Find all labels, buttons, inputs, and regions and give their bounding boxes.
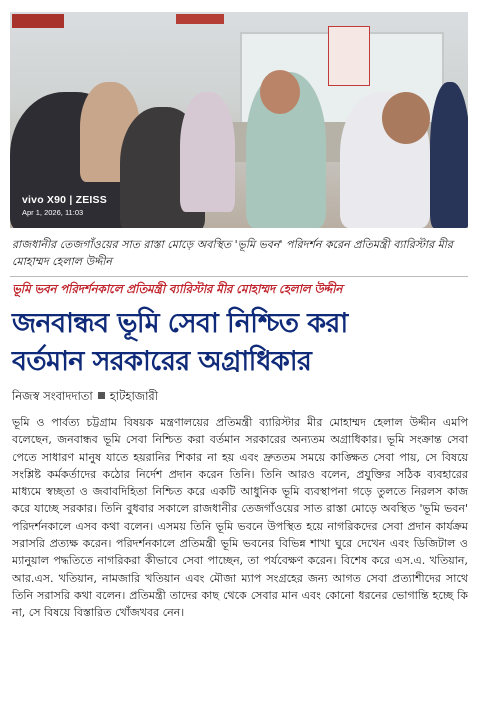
news-photo — [10, 12, 468, 228]
headline-line-1: জনবান্ধব ভূমি সেবা নিশ্চিত করা — [12, 308, 348, 339]
photo-sign-board — [12, 14, 64, 28]
headline-line-2: বর্তমান সরকারের অগ্রাধিকার — [12, 346, 312, 377]
photo-person — [430, 82, 468, 228]
byline-square-icon — [98, 392, 105, 399]
kicker-line: ভূমি ভবন পরিদর্শনকালে প্রতিমন্ত্রী ব্যারিস্টার মীর মোহাম্মদ হেলাল উদ্দীন — [12, 282, 343, 296]
photo-person — [382, 92, 430, 144]
camera-watermark — [22, 194, 107, 217]
divider — [10, 276, 468, 277]
headline — [12, 305, 472, 381]
byline-location: হাটহাজারী — [109, 389, 159, 403]
byline-reporter: নিজস্ব সংবাদদাতা — [12, 389, 93, 403]
article-body: ভূমি ও পার্বত্য চট্টগ্রাম বিষয়ক মন্ত্রণালয়ের প্রতিমন্ত্রী ব্যারিস্টার মীর মোহাম্মদ হেলাল উদ্দীন এমপি বলেছেন, জনবান্ধব ভূমি সেবা নিশ্চিত করা বর্তমান সরকারের অন্যতম অগ্রাধিকার। ভূমি সংক্রান্ত সেবা পেতে সাধারণ মানুষ যাতে হয়রানির শিকার না হয় এবং দ্রুততম সময়ে কাঙ্ক্ষিত সেবা পায়, সে বিষয়ে সংশ্লিষ্ট কর্মকর্তাদের কঠোর নির্দেশ প্রদান করেন তিনি। তিনি আরও বলেন, প্রযুক্তির সঠিক ব্যবহারের মাধ্যমে স্বচ্ছতা ও জবাবদিহিতা নিশ্চিত করে একটি আধুনিক ভূমি ব্যবস্থাপনা গড়ে তুলতে নিরলস কাজ করে যাচ্ছে সরকার। তিনি বুধবার সকালে রাজধানীর তেজগাঁওয়ের সাত রাস্তা মোড়ে অবস্থিত 'ভূমি ভবন' পরিদর্শনকালে এসব কথা বলেন। এসময় তিনি ভূমি ভবনে উপস্থিত হয়ে নাগরিকদের সেবা প্রদান কার্যক্রম সরাসরি প্রত্যক্ষ করেন। পরিদর্শনকালে প্রতিমন্ত্রী ভূমি ভবনের বিভিন্ন শাখা ঘুরে দেখেন এবং ডিজিটাল ও ম্যানুয়াল পদ্ধতিতে নাগরিকরা কীভাবে সেবা পাচ্ছেন, তা পর্যবেক্ষণ করেন। বিশেষ করে এস.এ. খতিয়ান, আর.এস. খতিয়ান, নামজারি খতিয়ান এবং মৌজা ম্যাপ সংগ্রহের জন্য আগত সেবা প্রত্যাশীদের সাথে তিনি সরাসরি কথা বলেন। প্রতিমন্ত্রী তাদের কাছ থেকে সেবার মান এবং কোনো ধরনের ভোগান্তি হচ্ছে কি না, সে বিষয়ে বিস্তারিত খোঁজখবর নেন। — [12, 416, 468, 620]
photo-red-sign — [328, 26, 370, 86]
photo-person — [180, 92, 235, 212]
watermark-date: Apr 1, 2026, 11:03 — [22, 208, 84, 217]
photo-caption: রাজধানীর তেজগাঁওয়ের সাত রাস্তা মোড়ে অবস্থিত 'ভূমি ভবন' পরিদর্শন করেন প্রতিমন্ত্রী ব্যারিস্টার মীর মোহাম্মদ হেলাল উদ্দীন — [12, 238, 453, 268]
photo-sign-board — [176, 14, 224, 24]
byline — [12, 388, 468, 407]
watermark-model: vivo X90 | ZEISS — [22, 194, 107, 206]
photo-person — [260, 70, 300, 114]
